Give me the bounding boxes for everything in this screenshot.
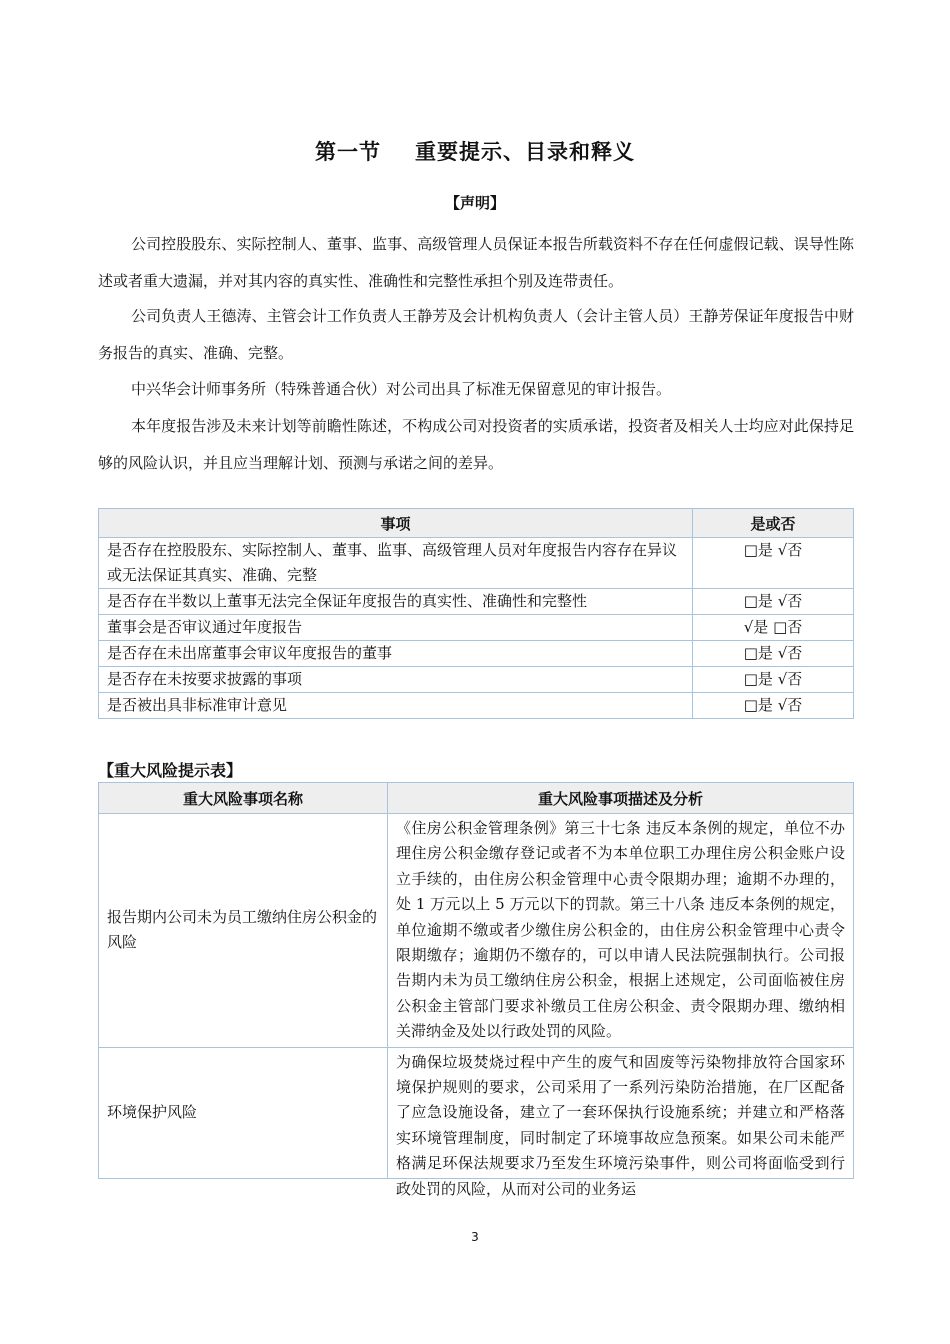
table-row	[99, 693, 854, 719]
matter-answer: □是 √否	[693, 693, 854, 719]
column-header-answer: 是或否	[693, 509, 854, 538]
risk-description: 为确保垃圾焚烧过程中产生的废气和固废等污染物排放符合国家环境保护规则的要求，公司采用了一系列污染防治措施，在厂区配备了应急设施设备，建立了一套环保执行设施系统；并建立和严格落实环境管理制度，同时制定了环境事故应急预案。如果公司未能严格满足环保法规要求乃至发生环境污染事件，则公司将面临受到行政处罚的风险，从而对公司的业务运	[396, 1052, 845, 1198]
matter-item: 是否被出具非标准审计意见	[99, 693, 693, 719]
declaration-paragraph: 公司负责人王德涛、主管会计工作负责人王静芳及会计机构负责人（会计主管人员）王静芳保证年度报告中财务报告的真实、准确、完整。	[98, 307, 854, 362]
matter-item: 是否存在未按要求披露的事项	[99, 667, 693, 693]
table-header-row	[99, 509, 854, 538]
matter-answer: □是 √否	[693, 641, 854, 667]
column-header-risk-name: 重大风险事项名称	[99, 783, 388, 814]
declaration-paragraph: 中兴华会计师事务所（特殊普通合伙）对公司出具了标准无保留意见的审计报告。	[131, 380, 672, 398]
risk-name: 报告期内公司未为员工缴纳住房公积金的风险	[99, 814, 388, 1048]
declaration-paragraph: 本年度报告涉及未来计划等前瞻性陈述，不构成公司对投资者的实质承诺，投资者及相关人士均应对此保持足够的风险认识，并且应当理解计划、预测与承诺之间的差异。	[98, 417, 854, 472]
matter-item: 董事会是否审议通过年度报告	[99, 615, 693, 641]
risk-description-cell	[388, 1047, 854, 1198]
matter-item: 是否存在半数以上董事无法完全保证年度报告的真实性、准确性和完整性	[99, 589, 693, 615]
matter-item: 是否存在未出席董事会审议年度报告的董事	[99, 641, 693, 667]
matter-answer: √是 □否	[693, 615, 854, 641]
column-header-risk-description: 重大风险事项描述及分析	[388, 783, 854, 814]
matter-answer: □是 √否	[693, 667, 854, 693]
risk-table	[98, 782, 854, 1198]
page-title	[0, 136, 950, 166]
column-header-item: 事项	[99, 509, 693, 538]
matters-table	[98, 508, 854, 719]
table-row	[99, 641, 854, 667]
risk-table-heading: 【重大风险提示表】	[98, 761, 243, 780]
risk-description: 《住房公积金管理条例》第三十七条 违反本条例的规定，单位不办理住房公积金缴存登记或者不为本单位职工办理住房公积金账户设立手续的，由住房公积金管理中心责令限期办理；逾期不办理的，处 1 万元以上 5 万元以下的罚款。第三十八条 违反本条例的规定，单位逾期不缴或者少缴住房公积金的，由住房公积金管理中心责令限期缴存；逾期仍不缴存的，可以申请人民法院强制执行。公司报告期内未为员工缴纳住房公积金，根据上述规定，公司面临被住房公积金主管部门要求补缴员工住房公积金、责令限期办理、缴纳相关滞纳金及处以行政处罚的风险。	[388, 814, 854, 1048]
table-row	[99, 814, 854, 1048]
matter-answer: □是 √否	[693, 538, 854, 589]
table-row	[99, 589, 854, 615]
declaration-paragraph: 公司控股股东、实际控制人、董事、监事、高级管理人员保证本报告所载资料不存在任何虚假记载、误导性陈述或者重大遗漏，并对其内容的真实性、准确性和完整性承担个别及连带责任。	[98, 235, 854, 290]
declaration-heading: 【声明】	[444, 194, 505, 212]
table-row	[99, 615, 854, 641]
table-row	[99, 667, 854, 693]
table-row	[99, 538, 854, 589]
section-label: 第一节	[315, 140, 381, 164]
section-title-text: 重要提示、目录和释义	[415, 140, 635, 164]
page-number: 3	[471, 1230, 479, 1244]
matter-answer: □是 √否	[693, 589, 854, 615]
table-header-row	[99, 783, 854, 814]
table-row	[99, 1047, 854, 1178]
matter-item: 是否存在控股股东、实际控制人、董事、监事、高级管理人员对年度报告内容存在异议或无法保证其真实、准确、完整	[99, 538, 693, 589]
risk-name: 环境保护风险	[99, 1047, 388, 1178]
